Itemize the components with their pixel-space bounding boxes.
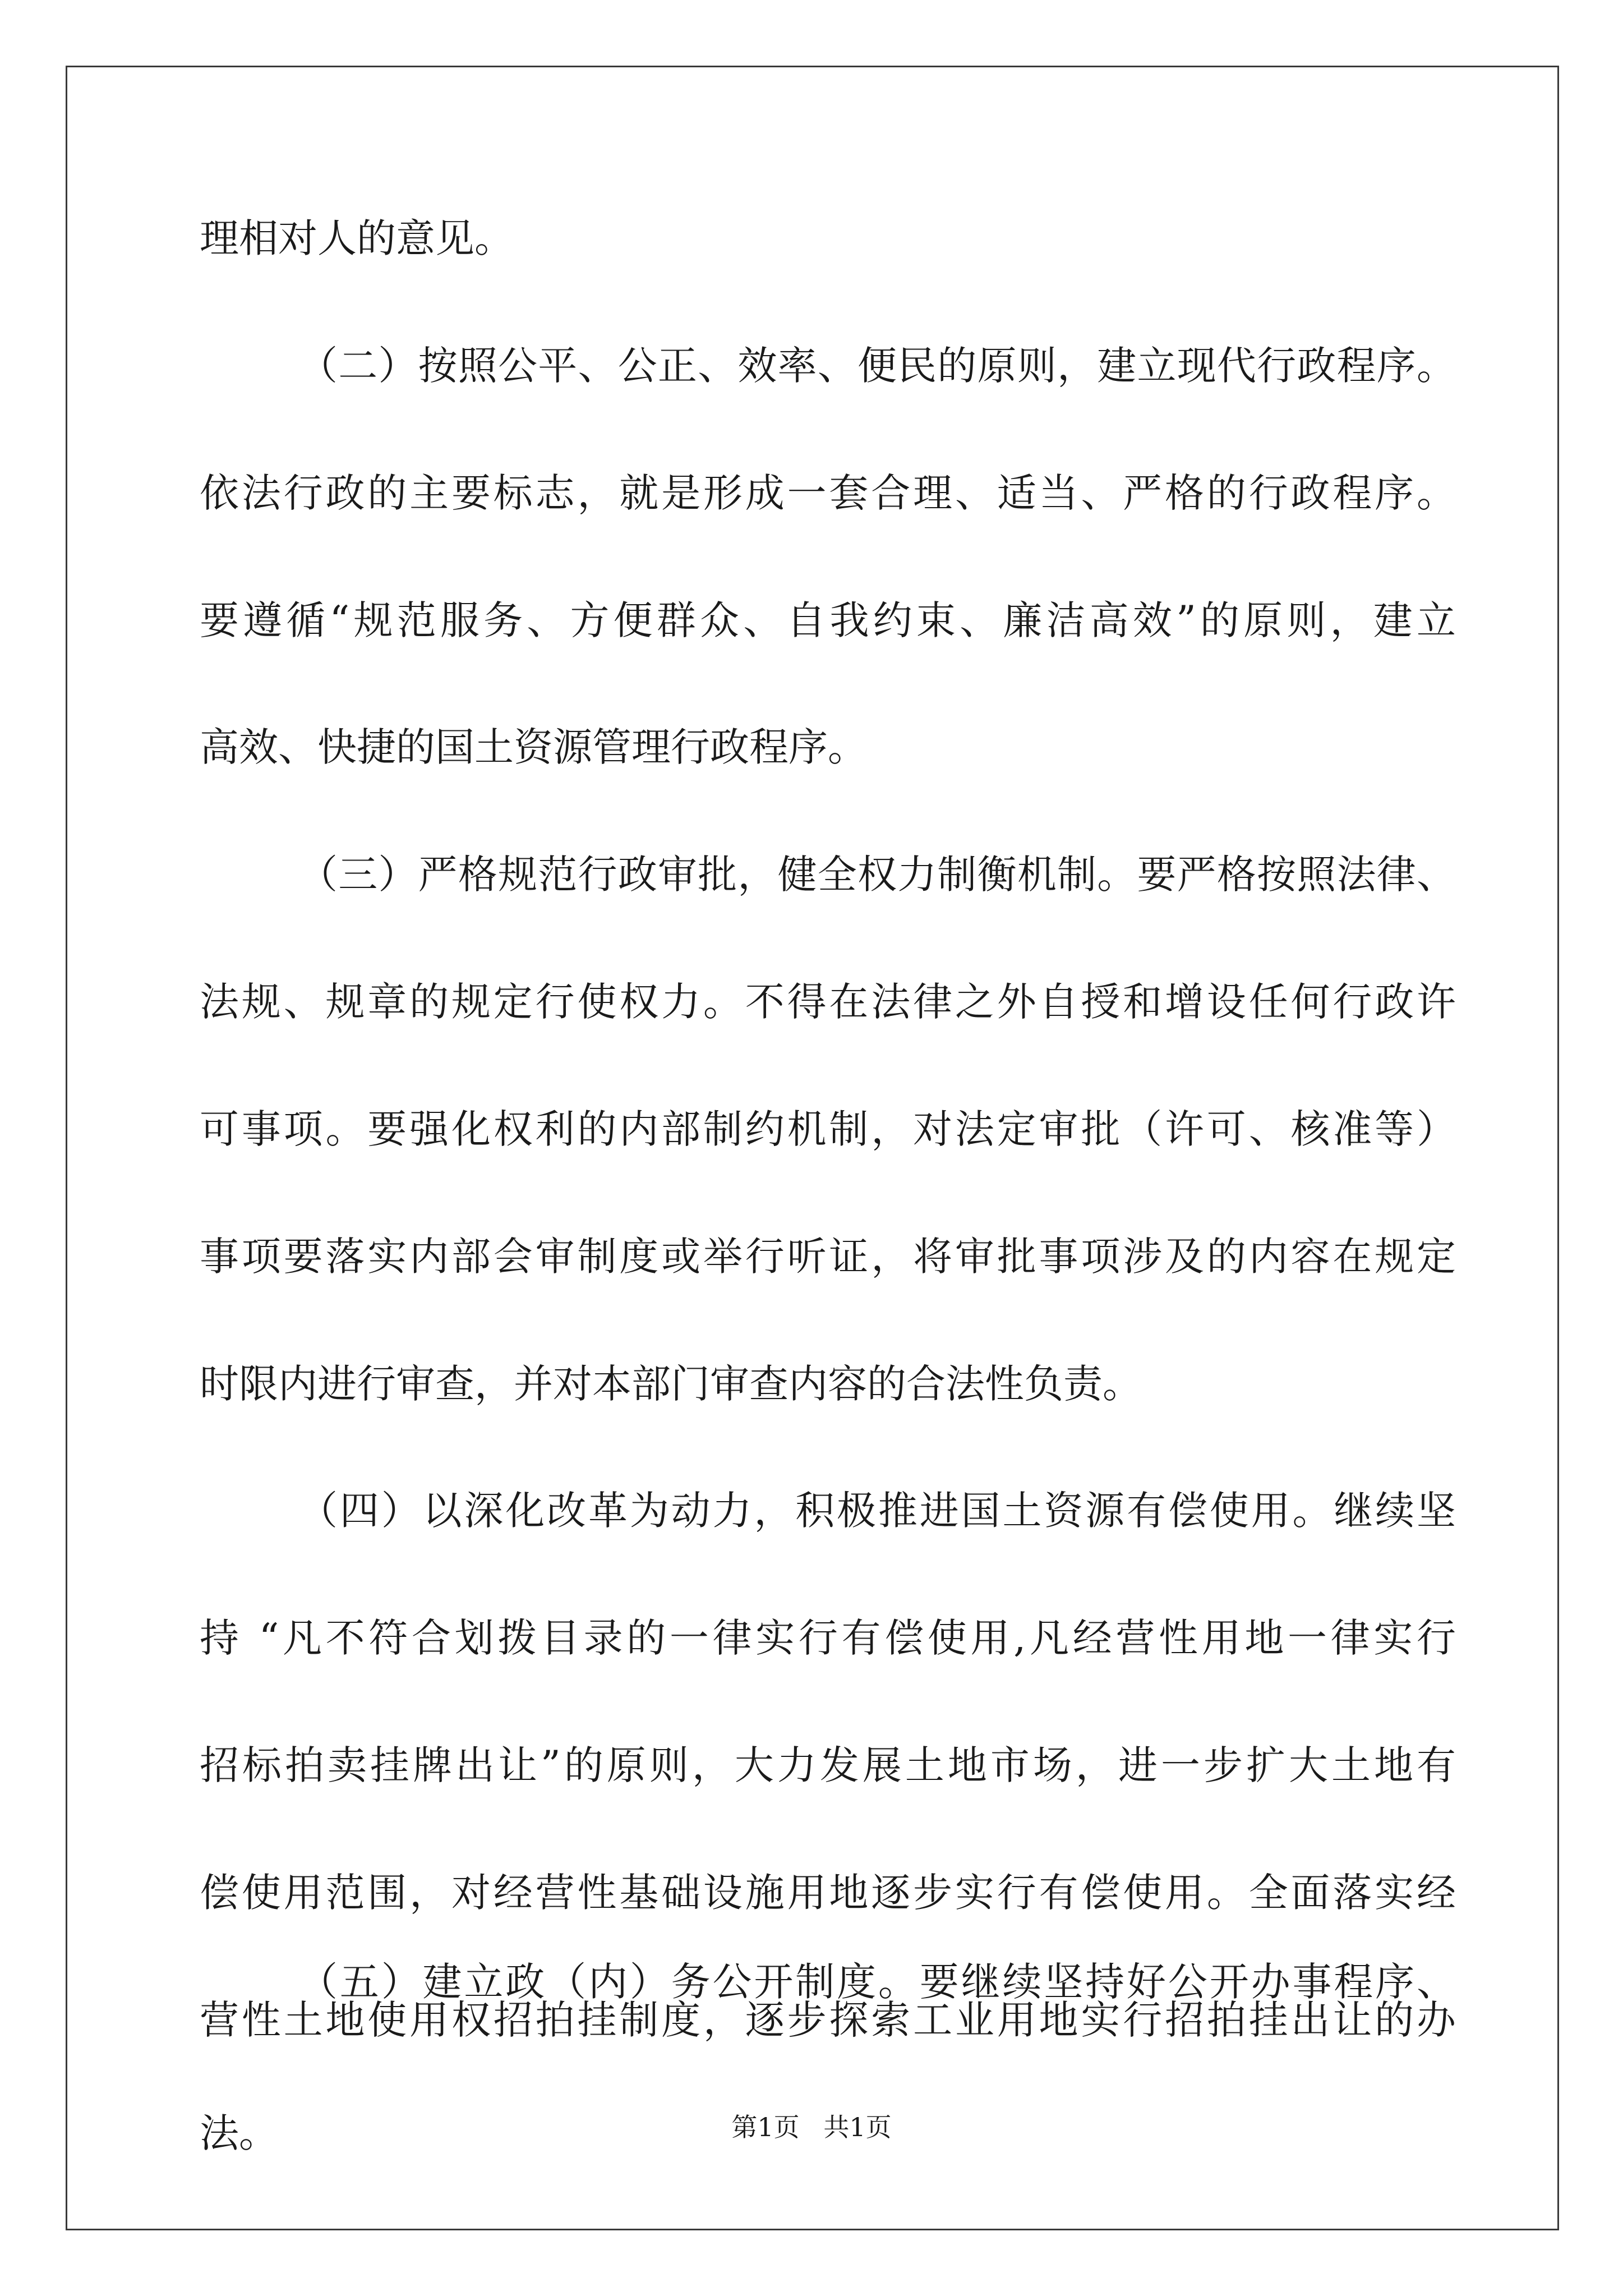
text-line: 营性土地使用权招拍挂制度，逐步探索工业用地实行招拍挂出让的办 <box>200 1997 1456 2043</box>
text-line: （四）以深化改革为动力，积极推进国土资源有偿使用。继续坚 <box>298 1488 1456 1534</box>
text-line: （三）严格规范行政审批，健全权力制衡机制。要严格按照法律、 <box>298 852 1456 898</box>
text-line: 事项要落实内部会审制度或举行听证，将审批事项涉及的内容在规定 <box>200 1234 1456 1280</box>
text-line: 法。 <box>200 2110 278 2156</box>
page-total: 共1页 <box>823 2112 892 2142</box>
text-line: 法规、规章的规定行使权力。不得在法律之外自授和增设任何行政许 <box>200 979 1456 1025</box>
page-footer <box>0 2110 1623 2144</box>
text-line: 理相对人的意见。 <box>200 215 514 261</box>
text-line: 偿使用范围，对经营性基础设施用地逐步实行有偿使用。全面落实经 <box>200 1870 1456 1916</box>
text-line: 依法行政的主要标志，就是形成一套合理、适当、严格的行政程序。 <box>200 470 1456 516</box>
text-line: （五）建立政（内）务公开制度。要继续坚持好公开办事程序、 <box>298 1959 1456 2005</box>
text-line: 可事项。要强化权利的内部制约机制，对法定审批（许可、核准等） <box>200 1106 1456 1152</box>
text-line: 持 “凡不符合划拨目录的一律实行有偿使用,凡经营性用地一律实行 <box>200 1615 1456 1661</box>
page-number: 第1页 <box>731 2112 800 2142</box>
text-line: 高效、快捷的国土资源管理行政程序。 <box>200 724 867 770</box>
text-line: （二）按照公平、公正、效率、便民的原则，建立现代行政程序。 <box>298 343 1456 389</box>
text-line: 招标拍卖挂牌出让”的原则，大力发展土地市场，进一步扩大土地有 <box>200 1742 1456 1788</box>
text-line: 要遵循“规范服务、方便群众、自我约束、廉洁高效”的原则，建立 <box>200 597 1456 643</box>
text-line: 时限内进行审查，并对本部门审查内容的合法性负责。 <box>200 1361 1142 1407</box>
